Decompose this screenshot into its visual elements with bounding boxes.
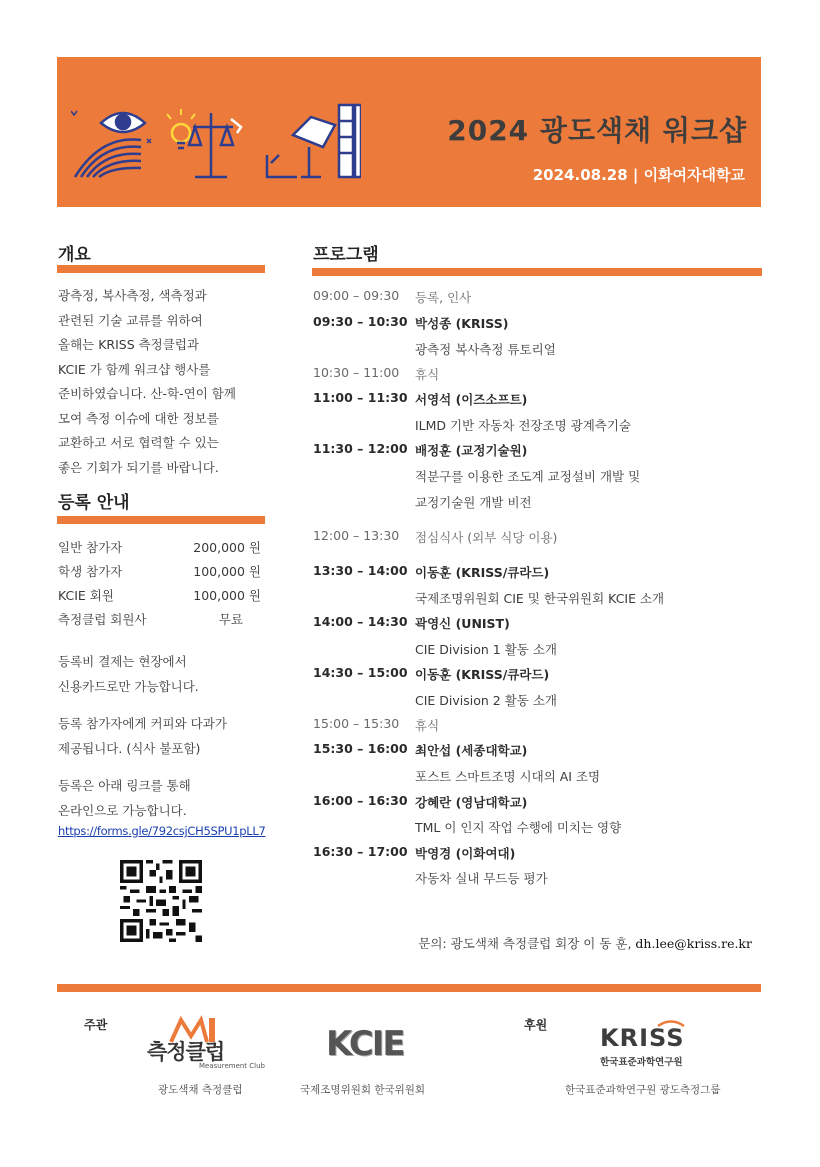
overview-line: 교환하고 서로 협력할 수 있는: [58, 435, 219, 450]
kriss-logo-sub: 한국표준과학연구원: [600, 1057, 683, 1068]
workstation-icon: [267, 105, 361, 177]
header-banner: [57, 57, 761, 207]
registration-link[interactable]: https://forms.gle/792csjCH5SPU1pLL7: [58, 824, 266, 838]
program-desc: 적분구를 이용한 조도계 교정설비 개발 및: [415, 469, 641, 484]
coffee-line: 제공됩니다. (식사 불포함): [58, 740, 201, 756]
program-time: 10:30 – 11:00: [313, 365, 400, 380]
program-desc: 서영석 (이즈소프트): [415, 392, 528, 407]
overview-line: 모여 측정 이슈에 대한 정보를: [58, 410, 219, 426]
program-desc: 이동훈 (KRISS/큐라드): [415, 667, 550, 682]
contact-email[interactable]: dh.lee@kriss.re.kr: [635, 936, 752, 951]
program-time: 14:30 – 15:00: [313, 665, 408, 680]
event-date-venue: 2024.08.28 | 이화여자대학교: [532, 166, 745, 184]
program-desc: 배정훈 (교정기술원): [415, 443, 528, 458]
qr-code-icon[interactable]: [120, 860, 202, 942]
lightbulb-scale-icon: [167, 109, 241, 177]
program-desc: 이동훈 (KRISS/큐라드): [415, 565, 550, 580]
club-caption: 광도색채 측정클럽: [158, 1084, 243, 1096]
kriss-logo: KRISS: [600, 1024, 685, 1052]
program-desc: 강혜란 (영남대학교): [415, 795, 528, 810]
kcie-caption: 국제조명위원회 한국위원회: [300, 1084, 426, 1096]
program-desc: 등록, 인사: [415, 290, 472, 305]
overview-line: 좋은 기회가 되기를 바랍니다.: [58, 459, 219, 475]
online-line: 온라인으로 가능합니다.: [58, 802, 187, 818]
payment-note: [58, 650, 273, 699]
club-logo-text: 측정클럽: [147, 1040, 225, 1064]
contact-prefix: 문의: 광도색채 측정클럽 회장 이 동 훈,: [418, 936, 632, 951]
program-time: 16:00 – 16:30: [313, 793, 408, 808]
coffee-line: 등록 참가자에게 커피와 다과가: [58, 716, 227, 731]
program-desc: 포스트 스마트조명 시대의 AI 조명: [415, 769, 601, 784]
online-line: 등록은 아래 링크를 통해: [58, 778, 191, 793]
fee-amount: 무료: [218, 612, 243, 627]
program-time: 13:30 – 14:00: [313, 563, 408, 578]
kcie-logo: KCIE: [326, 1024, 404, 1064]
program-desc: 자동차 실내 무드등 평가: [415, 871, 548, 886]
program-desc: 점심식사 (외부 식당 이용): [415, 530, 558, 545]
registration-heading: 등록 안내: [58, 493, 130, 513]
program-divider: [312, 268, 762, 276]
program-desc: 최안섭 (세종대학교): [415, 743, 528, 758]
program-desc: 휴식: [415, 718, 440, 733]
program-desc: 국제조명위원회 CIE 및 한국위원회 KCIE 소개: [415, 591, 665, 606]
fee-amount: 100,000 원: [193, 564, 261, 579]
fee-row: [58, 586, 273, 610]
banner-illustration: [71, 95, 361, 185]
kriss-caption: 한국표준과학연구원 광도측정그룹: [565, 1084, 721, 1096]
overview-heading: 개요: [58, 245, 91, 265]
host-label: 주관: [84, 1018, 108, 1032]
overview-line: 광측정, 복사측정, 색측정과: [58, 288, 207, 303]
overview-line: 관련된 기술 교류를 위하여: [58, 312, 203, 328]
program-time: 09:00 – 09:30: [313, 288, 400, 303]
program-time: 15:30 – 16:00: [313, 741, 408, 756]
payment-line: 신용카드로만 가능합니다.: [58, 678, 199, 694]
program-desc: 교정기술원 개발 비전: [415, 495, 532, 510]
kriss-logo-arc-icon: [656, 1019, 686, 1027]
payment-line: 등록비 결제는 현장에서: [58, 654, 187, 669]
event-title: 2024 광도색채 워크샵: [447, 114, 747, 147]
contact-info: [418, 934, 752, 952]
program-desc: TML 이 인지 작업 수행에 미치는 영향: [415, 820, 622, 835]
fee-row: [58, 610, 273, 634]
program-desc: 곽영신 (UNIST): [415, 616, 510, 631]
program-desc: 휴식: [415, 367, 440, 382]
program-time: 15:00 – 15:30: [313, 716, 400, 731]
program-desc: 광측정 복사측정 튜토리얼: [415, 342, 556, 357]
coffee-note: [58, 712, 273, 761]
overview-line: KCIE 가 함께 워크샵 행사를: [58, 361, 211, 377]
program-desc: CIE Division 2 활동 소개: [415, 693, 557, 708]
program-time: 11:00 – 11:30: [313, 390, 408, 405]
registration-divider: [57, 516, 265, 524]
eye-icon: [71, 111, 151, 177]
program-time: 16:30 – 17:00: [313, 844, 408, 859]
fee-amount: 100,000 원: [193, 588, 261, 603]
program-desc: CIE Division 1 활동 소개: [415, 642, 557, 657]
program-time: 12:00 – 13:30: [313, 528, 400, 543]
program-time: 14:00 – 14:30: [313, 614, 408, 629]
overview-text: [58, 284, 273, 480]
overview-line: 올해는 KRISS 측정클럽과: [58, 337, 199, 352]
program-time: 09:30 – 10:30: [313, 314, 408, 329]
fee-row: [58, 562, 273, 586]
overview-line: 준비하였습니다. 산-학-연이 함께: [58, 386, 236, 401]
fee-label: 학생 참가자: [58, 564, 123, 579]
club-logo: [147, 1014, 287, 1074]
fee-row: [58, 538, 273, 562]
program-heading: 프로그램: [313, 245, 379, 265]
fee-amount: 200,000 원: [193, 540, 261, 555]
program-desc: ILMD 기반 자동차 전장조명 광계측기술: [415, 418, 632, 433]
overview-divider: [57, 265, 265, 273]
sponsor-label: 후원: [524, 1018, 548, 1032]
fee-label: KCIE 회원: [58, 588, 114, 603]
footer-divider: [57, 984, 761, 992]
club-logo-sub: Measurement Club: [199, 1062, 265, 1070]
program-desc: 박영경 (이화여대): [415, 846, 516, 861]
program-time: 11:30 – 12:00: [313, 441, 408, 456]
program-desc: 박성종 (KRISS): [415, 316, 509, 331]
fee-label: 측정클럽 회원사: [58, 612, 147, 627]
online-note: [58, 774, 273, 823]
fee-label: 일반 참가자: [58, 540, 123, 555]
